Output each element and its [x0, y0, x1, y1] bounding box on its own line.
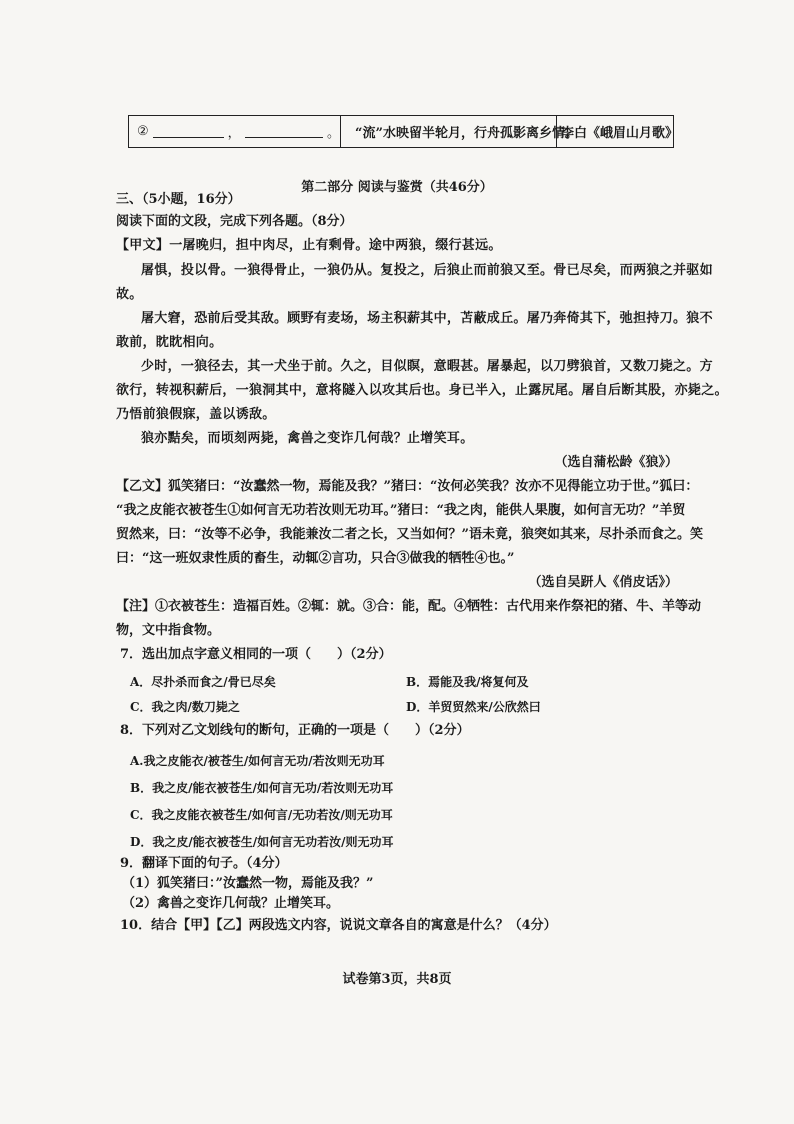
q8-option-b: B．我之皮/能衣被苍生/如何言无功/若汝则无功耳 [130, 781, 394, 795]
yi-line-1: 【乙文】狐笑猪曰：“汝蠢然一物，焉能及我？”猪曰：“汝何必笑我？汝亦不见得能立功于世。”狐曰： [116, 479, 699, 494]
blank-line-2 [245, 125, 323, 138]
yi-line-4: 曰：“这一班奴隶性质的畜生，动辄②言功，只合③做我的牺牲④也。” [116, 551, 515, 566]
jia-source: （选自蒲松龄《狼》） [554, 455, 678, 470]
jia-p4a: 少时，一狼径去，其一犬坐于前。久之，目似瞑，意暇甚。屠暴起，以刀劈狼首，又数刀毙之。方 [141, 359, 713, 374]
q8-stem: 8．下列对乙文划线句的断句，正确的一项是（ ）（2分） [120, 723, 470, 738]
quote-cell: “流”水映留半轮月，行舟孤影离乡情。 [341, 116, 557, 147]
period: 。 [326, 126, 340, 141]
q7-option-b: B．焉能及我/将复何及 [406, 675, 529, 689]
page-footer: 试卷第3页，共8页 [342, 972, 452, 987]
part3-heading: 三、（5小题，16分） [116, 192, 241, 207]
q7-option-a: A．尽扑杀而食之/骨已尽矣 [130, 675, 276, 689]
fill-blank-cell [129, 116, 341, 147]
jia-p3b: 敢前，眈眈相向。 [116, 335, 223, 350]
note-line-2: 物，文中指食物。 [116, 623, 221, 638]
blank-line-1 [153, 125, 224, 138]
q7-option-c: C．我之肉/数刀毙之 [130, 700, 240, 714]
q9-sentence-1: （1）狐笑猪曰：”汝蠢然一物，焉能及我？” [122, 876, 374, 891]
part3-instruction: 阅读下面的文段，完成下列各题。（8分） [116, 214, 353, 229]
jia-p4c: 乃悟前狼假寐，盖以诱敌。 [116, 407, 276, 422]
q8-option-c: C．我之皮能衣被苍生/如何言/无功若汝/则无功耳 [130, 808, 393, 822]
comma: ， [227, 126, 241, 141]
jia-p2b: 故。 [116, 287, 143, 302]
jia-p5: 狼亦黠矣，而顷刻两毙，禽兽之变诈几何哉？止增笑耳。 [141, 431, 474, 446]
poem-table-row [128, 115, 679, 148]
jia-p3a: 屠大窘，恐前后受其敌。顾野有麦场，场主积薪其中，苫蔽成丘。屠乃奔倚其下，弛担持刀。狼不 [141, 311, 713, 326]
q10-stem: 10．结合【甲】【乙】两段选文内容，说说文章各自的寓意是什么？（4分） [120, 918, 557, 933]
yi-line-2: “我之皮能衣被苍生①如何言无功若汝则无功耳。”猪曰：“我之肉，能供人果腹，如何言无功？”羊贸 [116, 503, 686, 518]
q8-option-d: D．我之皮/能衣被苍生/如何言无功若汝/则无功耳 [130, 835, 394, 849]
item-number: ② [137, 124, 149, 139]
jia-p4b: 欲行，转视积薪后，一狼洞其中，意将隧入以攻其后也。身已半入，止露尻尾。屠自后断其股，亦毙之。 [116, 383, 728, 398]
q8-option-a: A.我之皮能衣/被苍生/如何言无功/若汝则无功耳 [130, 754, 385, 768]
jia-p2a: 屠惧，投以骨。一狼得骨止，一狼仍从。复投之，后狼止而前狼又至。骨已尽矣，而两狼之并驱如 [141, 263, 713, 278]
q7-stem: 7．选出加点字意义相同的一项（ ）（2分） [120, 647, 392, 662]
q7-option-d: D．羊贸贸然来/公欣然曰 [406, 700, 541, 714]
q9-sentence-2: （2）禽兽之变诈几何哉？止增笑耳。 [122, 896, 340, 911]
section-title: 第二部分 阅读与鉴赏（共46分） [301, 180, 493, 195]
q9-stem: 9．翻译下面的句子。（4分） [120, 856, 288, 871]
note-line-1: 【注】①衣被苍生：造福百姓。②辄：就。③合：能，配。④牺牲：古代用来作祭祀的猪、牛、羊等动 [116, 599, 702, 614]
yi-source: （选自吴趼人《俏皮话》） [528, 575, 678, 590]
jia-line-1: 【甲文】一屠晚归，担中肉尽，止有剩骨。途中两狼，缀行甚远。 [116, 238, 502, 253]
source-cell: 李白《峨眉山月歌》 [561, 126, 679, 141]
yi-line-3: 贸然来，曰：“汝等不必争，我能兼汝二者之长，又当如何？”语未竟，狼突如其来，尽扑杀而食之。笑 [116, 527, 703, 542]
